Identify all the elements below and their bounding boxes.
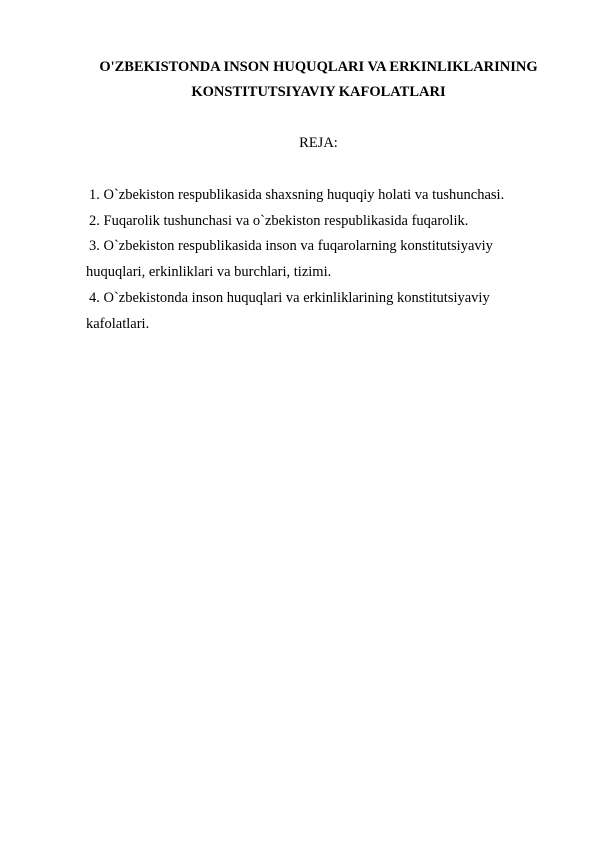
plan-item-3: 3. O`zbekiston respublikasida inson va fuqarolarning konstitutsiyaviy huquqlari, erkinliklari va burchlari, tizimi. [86,238,493,281]
title-line-2: KONSTITUTSIYAVIY KAFOLATLARI [191,84,446,100]
plan-heading: REJA: [299,135,338,151]
document-title [80,55,557,105]
plan-item-4: 4. O`zbekistonda inson huquqlari va erkinliklarining konstitutsiyaviy kafolatlari. [86,289,490,332]
title-line-1: O'ZBEKISTONDA INSON HUQUQLARI VA ERKINLIKLARINING [99,59,538,75]
plan-list [86,183,526,337]
plan-item-2: 2. Fuqarolik tushunchasi va o`zbekiston respublikasida fuqarolik. [89,212,469,229]
plan-item-1: 1. O`zbekiston respublikasida shaxsning huquqiy holati va tushunchasi. [89,187,505,203]
